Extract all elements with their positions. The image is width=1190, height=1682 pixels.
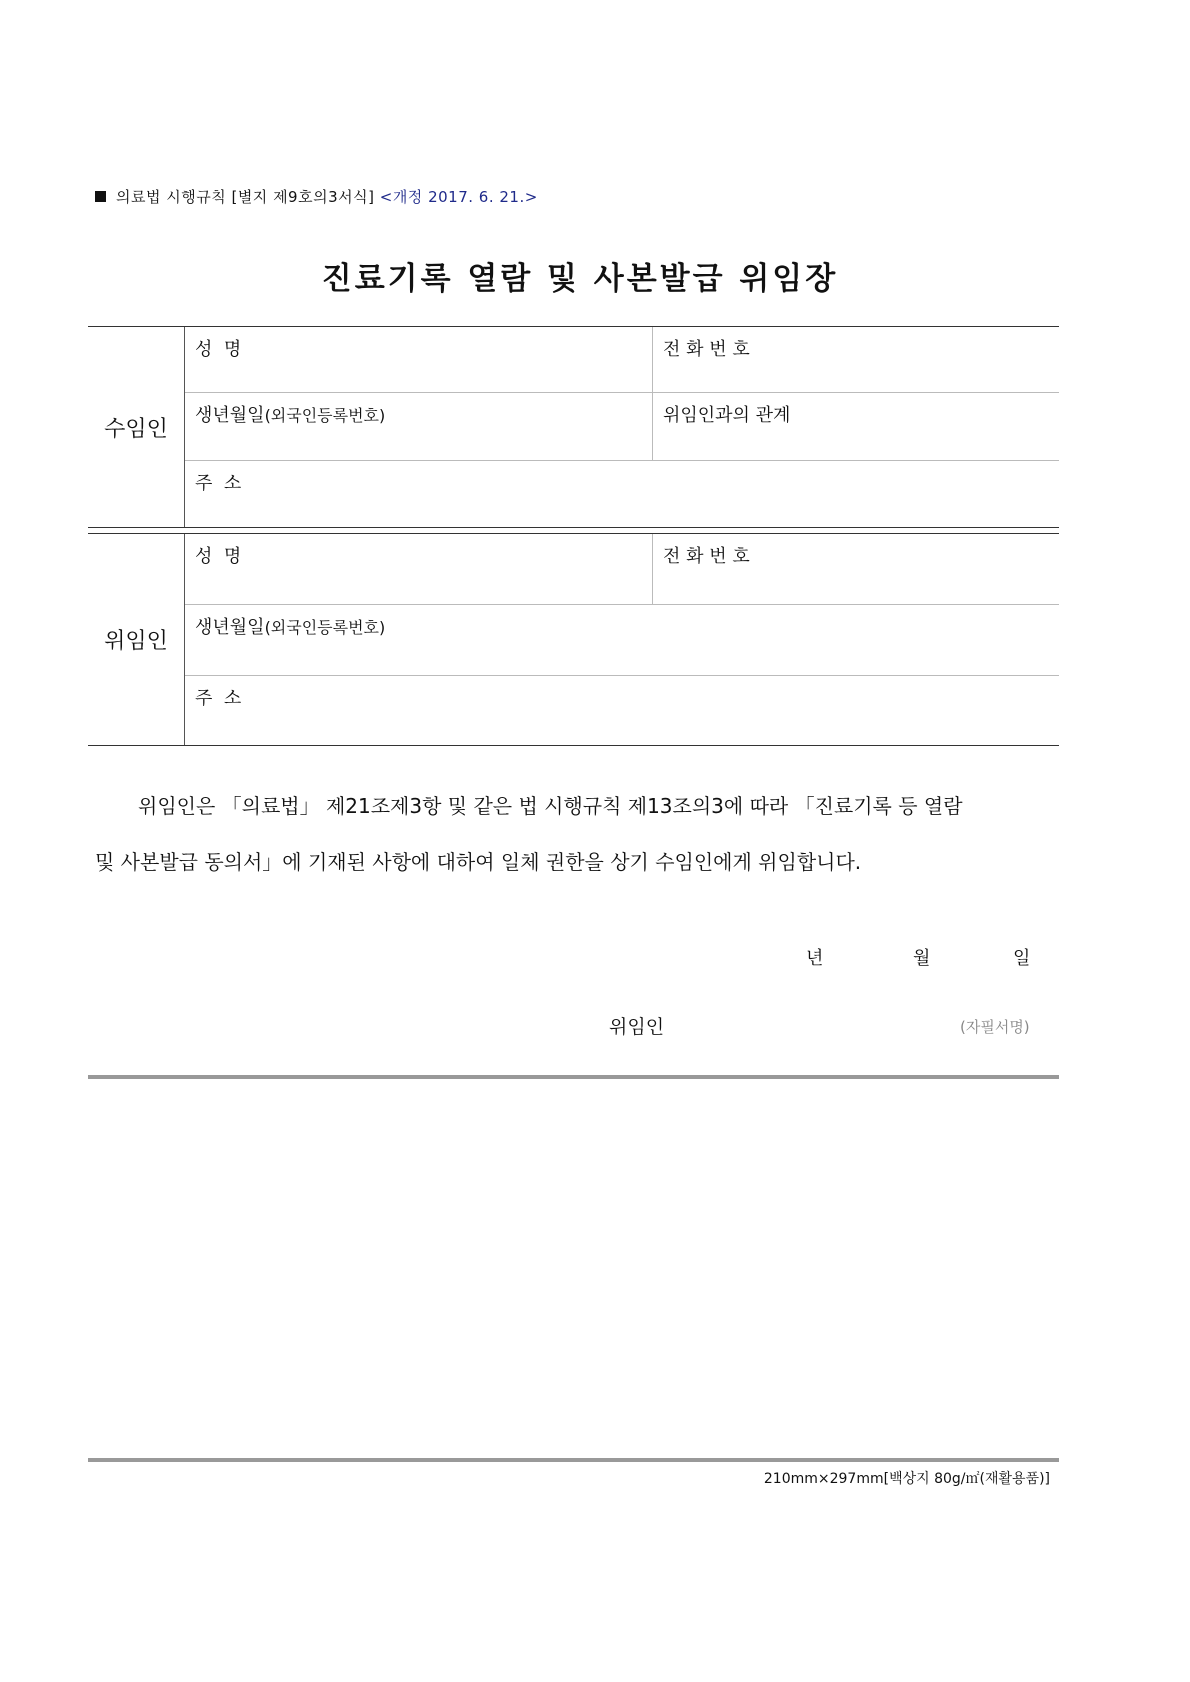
- delegate-name-label: 성 명: [195, 339, 242, 360]
- delegator-label: 위임인: [88, 534, 185, 745]
- signature-hint[interactable]: (자필서명): [960, 1018, 1030, 1036]
- delegator-birth-field[interactable]: [185, 605, 1059, 675]
- signer-label: 위임인: [609, 1016, 665, 1038]
- delegate-row-birth: [185, 393, 1059, 461]
- revision-date: <개정 2017. 6. 21.>: [379, 188, 538, 206]
- delegate-birth-field[interactable]: [185, 393, 652, 460]
- delegator-address-field[interactable]: [185, 676, 1059, 745]
- delegate-address-label: 주 소: [195, 473, 242, 494]
- delegate-row-address: [185, 461, 1059, 527]
- delegate-section: [88, 326, 1059, 528]
- delegate-label: 수임인: [88, 327, 185, 527]
- delegate-relation-field[interactable]: [652, 393, 1059, 460]
- form-reference: [95, 186, 538, 207]
- delegator-birth-label: 생년월일: [195, 617, 265, 638]
- delegator-name-label: 성 명: [195, 546, 242, 567]
- delegate-birth-label: 생년월일: [195, 405, 265, 426]
- delegator-birth-note: (외국인등록번호): [264, 618, 386, 637]
- delegate-row-name: [185, 327, 1059, 393]
- date-day-label: 일: [1013, 948, 1031, 969]
- delegate-address-field[interactable]: [185, 461, 1059, 527]
- delegator-row-name: [185, 534, 1059, 605]
- delegator-row-address: [185, 676, 1059, 745]
- date-month-label: 월: [913, 948, 931, 969]
- delegator-section: [88, 533, 1059, 746]
- delegate-relation-label: 위임인과의 관계: [663, 405, 791, 426]
- form-reference-text: 의료법 시행규칙 [별지 제9호의3서식]: [116, 188, 375, 206]
- delegate-phone-label: 전 화 번 호: [663, 339, 750, 360]
- delegator-phone-field[interactable]: [652, 534, 1059, 604]
- footer-divider: [88, 1458, 1059, 1462]
- square-bullet-icon: [95, 191, 106, 202]
- page-title: 진료기록 열람 및 사본발급 위임장: [321, 261, 839, 297]
- bottom-divider: [88, 1075, 1059, 1079]
- delegator-row-birth: [185, 605, 1059, 676]
- delegator-phone-label: 전 화 번 호: [663, 546, 750, 567]
- statement-line-2: 및 사본발급 동의서」에 기재된 사항에 대하여 일체 권한을 상기 수임인에게 위임합니다.: [95, 850, 862, 874]
- delegator-address-label: 주 소: [195, 688, 242, 709]
- delegate-phone-field[interactable]: [652, 327, 1059, 392]
- date-year-label: 년: [806, 948, 824, 969]
- statement-line-1: 위임인은 「의료법」 제21조제3항 및 같은 법 시행규칙 제13조의3에 따라 「진료기록 등 열람: [138, 794, 963, 818]
- paper-spec: 210mm×297mm[백상지 80g/㎡(재활용품)]: [763, 1471, 1050, 1487]
- delegator-name-field[interactable]: [185, 534, 652, 604]
- delegate-name-field[interactable]: [185, 327, 652, 392]
- delegate-birth-note: (외국인등록번호): [264, 406, 386, 425]
